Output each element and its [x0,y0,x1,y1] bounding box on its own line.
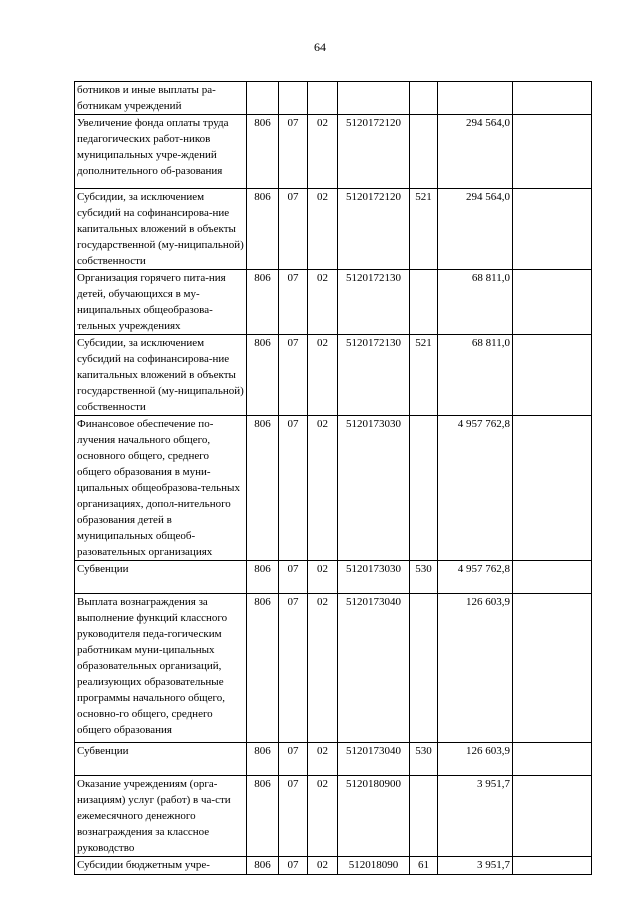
rz-cell: 07 [279,561,308,594]
extra-cell [513,115,592,189]
vr-cell: 530 [410,561,438,594]
csr-cell: 5120172130 [338,270,410,335]
extra-cell [513,594,592,743]
row-name-cell: Увеличение фонда оплаты труда педагогических работ-ников муниципальных учре-ждений дополнительного об-разования [75,115,247,189]
csr-cell: 5120172120 [338,189,410,270]
sum-cell [438,82,513,115]
rz-cell: 07 [279,594,308,743]
vr-cell [410,82,438,115]
ved-cell [247,82,279,115]
csr-cell: 5120173040 [338,743,410,776]
pr-cell: 02 [308,743,338,776]
extra-cell [513,776,592,857]
vr-cell [410,776,438,857]
rz-cell: 07 [279,743,308,776]
rz-cell: 07 [279,335,308,416]
sum-cell: 3 951,7 [438,776,513,857]
vr-cell [410,594,438,743]
ved-cell: 806 [247,416,279,561]
csr-cell [338,82,410,115]
page-number: 64 [314,40,326,54]
row-name-cell: Организация горячего пита-ния детей, обучающихся в му-ниципальных общеобразова-тельных учреждениях [75,270,247,335]
row-name-cell: ботников и иные выплаты ра-ботникам учреждений [75,82,247,115]
pr-cell: 02 [308,857,338,875]
vr-cell: 521 [410,335,438,416]
table-row [75,561,592,594]
pr-cell [308,82,338,115]
table-row [75,335,592,416]
ved-cell: 806 [247,189,279,270]
extra-cell [513,270,592,335]
extra-cell [513,743,592,776]
vr-cell [410,115,438,189]
pr-cell: 02 [308,561,338,594]
ved-cell: 806 [247,270,279,335]
row-name-cell: Финансовое обеспечение по-лучения начального общего, основного общего, среднего общего образования в муни-ципальных общеобразова-тельных организациях, допол-нительного образования детей в муниципальных общеоб-разовательных организациях [75,416,247,561]
table-row [75,189,592,270]
sum-cell: 294 564,0 [438,189,513,270]
extra-cell [513,335,592,416]
rz-cell [279,82,308,115]
ved-cell: 806 [247,594,279,743]
ved-cell: 806 [247,857,279,875]
rz-cell: 07 [279,416,308,561]
csr-cell: 5120180900 [338,776,410,857]
csr-cell: 5120172120 [338,115,410,189]
ved-cell: 806 [247,115,279,189]
ved-cell: 806 [247,335,279,416]
vr-cell: 61 [410,857,438,875]
row-name-cell: Субвенции [75,743,247,776]
sum-cell: 294 564,0 [438,115,513,189]
table-row [75,115,592,189]
extra-cell [513,857,592,875]
pr-cell: 02 [308,416,338,561]
budget-table [74,81,592,875]
table-row [75,416,592,561]
row-name-cell: Выплата вознаграждения за выполнение функций классного руководителя педа-гогическим работникам муни-ципальных образовательных организаций, реализующих образовательные программы начального общего, основно-го общего, среднего общего образования [75,594,247,743]
row-name-cell: Субсидии, за исключением субсидий на софинансирова-ние капитальных вложений в объекты государственной (му-ниципальной) собственности [75,189,247,270]
sum-cell: 4 957 762,8 [438,561,513,594]
row-name-cell: Субсидии, за исключением субсидий на софинансирова-ние капитальных вложений в объекты государственной (му-ниципальной) собственности [75,335,247,416]
pr-cell: 02 [308,189,338,270]
ved-cell: 806 [247,743,279,776]
row-name-cell: Оказание учреждениям (орга-низациям) услуг (работ) в ча-сти ежемесячного денежного вознаграждения за классное руководство [75,776,247,857]
ved-cell: 806 [247,776,279,857]
table-row [75,594,592,743]
sum-cell: 126 603,9 [438,743,513,776]
row-name-cell: Субсидии бюджетным учре- [75,857,247,875]
csr-cell: 5120173040 [338,594,410,743]
sum-cell: 68 811,0 [438,335,513,416]
table-row [75,857,592,875]
sum-cell: 4 957 762,8 [438,416,513,561]
sum-cell: 3 951,7 [438,857,513,875]
rz-cell: 07 [279,776,308,857]
pr-cell: 02 [308,115,338,189]
csr-cell: 5120173030 [338,561,410,594]
extra-cell [513,82,592,115]
rz-cell: 07 [279,115,308,189]
csr-cell: 5120172130 [338,335,410,416]
vr-cell: 521 [410,189,438,270]
csr-cell: 512018090 [338,857,410,875]
row-name-cell: Субвенции [75,561,247,594]
extra-cell [513,416,592,561]
table-row [75,776,592,857]
rz-cell: 07 [279,189,308,270]
pr-cell: 02 [308,335,338,416]
pr-cell: 02 [308,270,338,335]
rz-cell: 07 [279,270,308,335]
csr-cell: 5120173030 [338,416,410,561]
table-row [75,82,592,115]
pr-cell: 02 [308,776,338,857]
extra-cell [513,561,592,594]
rz-cell: 07 [279,857,308,875]
extra-cell [513,189,592,270]
pr-cell: 02 [308,594,338,743]
ved-cell: 806 [247,561,279,594]
vr-cell [410,416,438,561]
table-row [75,270,592,335]
sum-cell: 68 811,0 [438,270,513,335]
vr-cell [410,270,438,335]
table-row [75,743,592,776]
sum-cell: 126 603,9 [438,594,513,743]
vr-cell: 530 [410,743,438,776]
